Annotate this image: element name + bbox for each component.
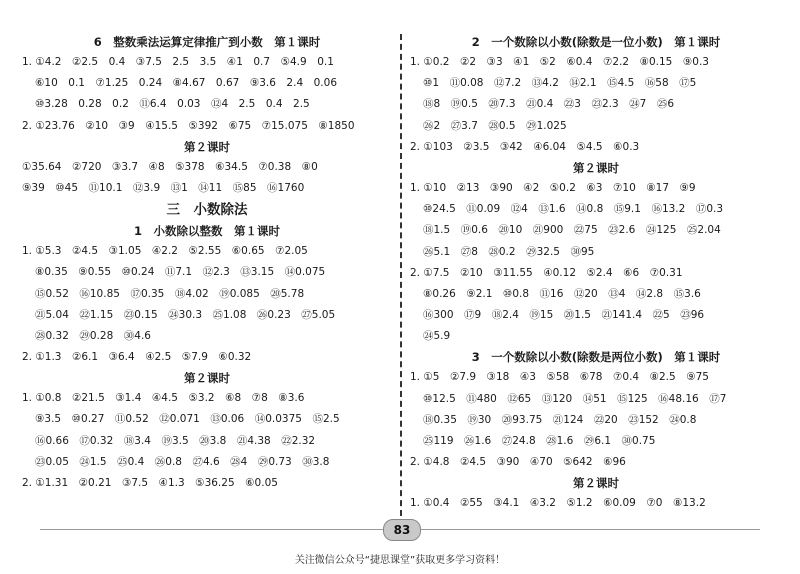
page-number: 83 xyxy=(383,519,421,541)
answer-line: ⑱1.5 ⑲0.6 ⑳10 ㉑900 ㉒75 ㉓2.6 ㉔125 ㉕2.04 xyxy=(423,224,721,237)
section-title: 3 一个数除以小数(除数是两位小数) 第１课时 xyxy=(471,350,721,365)
lesson-title: 第２课时 xyxy=(573,476,619,491)
answer-line: ⑮0.52 ⑯10.85 ⑰0.35 ⑱4.02 ⑲0.085 ⑳5.78 xyxy=(35,287,305,300)
chapter-title: 三 小数除法 xyxy=(166,202,248,219)
section-title: 2 一个数除以小数(除数是一位小数) 第１课时 xyxy=(471,35,721,49)
answer-line: ⑱8 ⑲0.5 ⑳7.3 ㉑0.4 ㉒3 ㉓2.3 ㉔7 ㉕6 xyxy=(423,98,675,111)
answer-line: ⑥10 0.1 ⑦1.25 0.24 ⑧4.67 0.67 ⑨3.6 2.4 0.06 xyxy=(35,77,338,90)
answer-line: ⑨3.5 ⑩0.27 ⑪0.52 ⑫0.071 ⑬0.06 ⑭0.0375 ⑮2.5 xyxy=(35,413,340,426)
answer-line: ㉕119 ㉖1.6 ㉗24.8 ㉘1.6 ㉙6.1 ㉚0.75 xyxy=(423,435,656,447)
section-title: 1 小数除以整数 第１课时 xyxy=(133,224,280,239)
answer-line: ⑧0.26 ⑨2.1 ⑩0.8 ⑪16 ⑫20 ⑬4 ⑭2.8 ⑮3.6 xyxy=(423,287,701,300)
answer-line: ⑱0.35 ⑲30 ⑳93.75 ㉑124 ㉒20 ㉓152 ㉔0.8 xyxy=(423,413,697,426)
answer-line: ㉘0.32 ㉙0.28 ㉚4.6 xyxy=(35,329,151,342)
column-divider xyxy=(400,34,402,516)
answer-line: 1. ①10 ②13 ③90 ④2 ⑤0.2 ⑥3 ⑦10 ⑧17 ⑨9 xyxy=(410,181,696,194)
answer-line: ㉖5.1 ㉗8 ㉘0.2 ㉙32.5 ㉚95 xyxy=(423,245,595,258)
answer-line: 2. ①1.3 ②6.1 ③6.4 ④2.5 ⑤7.9 ⑥0.32 xyxy=(22,351,252,364)
answer-line: 2. ①23.76 ②10 ③9 ④15.5 ⑤392 ⑥75 ⑦15.075 ⑧1850 xyxy=(22,119,355,132)
answer-line: 1. ①0.2 ②2 ③3 ④1 ⑤2 ⑥0.4 ⑦2.2 ⑧0.15 ⑨0.3 xyxy=(410,56,709,68)
answer-line: ㉖2 ㉗3.7 ㉘0.5 ㉙1.025 xyxy=(423,119,567,132)
answer-line: ⑨39 ⑩45 ⑪10.1 ⑫3.9 ⑬1 ⑭11 ⑮85 ⑯1760 xyxy=(22,181,305,194)
answer-line: 1. ①0.8 ②21.5 ③1.4 ④4.5 ⑤3.2 ⑥8 ⑦8 ⑧3.6 xyxy=(22,392,305,405)
answer-line: ⑩24.5 ⑪0.09 ⑫4 ⑬1.6 ⑭0.8 ⑮9.1 ⑯13.2 ⑰0.3 xyxy=(423,203,724,216)
section-title: 6 整数乘法运算定律推广到小数 第１课时 xyxy=(93,35,321,49)
answer-line: 1. ①5 ②7.9 ③18 ④3 ⑤58 ⑥78 ⑦0.4 ⑧2.5 ⑨75 xyxy=(410,371,709,384)
answer-line: 2. ①103 ②3.5 ③42 ④6.04 ⑤4.5 ⑥0.3 xyxy=(410,140,640,153)
answer-line: ⑩12.5 ⑪480 ⑫65 ⑬120 ⑭51 ⑮125 ⑯48.16 ⑰7 xyxy=(423,392,727,405)
right-column xyxy=(410,32,782,515)
lesson-title: 第２课时 xyxy=(184,139,230,154)
answer-line: ①35.64 ②720 ③3.7 ④8 ⑤378 ⑥34.5 ⑦0.38 ⑧0 xyxy=(22,160,318,173)
answer-line: ⑧0.35 ⑨0.55 ⑩0.24 ⑪7.1 ⑫2.3 ⑬3.15 ⑭0.075 xyxy=(35,266,326,279)
answer-line: ㉔5.9 xyxy=(423,330,451,343)
answer-line: 2. ①4.8 ②4.5 ③90 ④70 ⑤642 ⑥96 xyxy=(410,456,626,469)
answer-line: ⑩3.28 0.28 0.2 ⑪6.4 0.03 ⑫4 2.5 0.4 2.5 xyxy=(35,98,310,111)
footer-note: 关注微信公众号“捷思课堂”获取更多学习资料！ xyxy=(294,555,506,566)
answer-line: 1. ①0.4 ②55 ③4.1 ④3.2 ⑤1.2 ⑥0.09 ⑦0 ⑧13.2 xyxy=(410,497,706,510)
lesson-title: 第２课时 xyxy=(184,371,230,386)
answer-line: ㉓0.05 ㉔1.5 ㉕0.4 ㉖0.8 ㉗4.6 ㉘4 ㉙0.73 ㉚3.8 xyxy=(35,455,330,468)
answer-line: 1. ①4.2 ②2.5 0.4 ③7.5 2.5 3.5 ④1 0.7 ⑤4.9 0.1 xyxy=(22,56,334,68)
answer-line: ㉑5.04 ㉒1.15 ㉓0.15 ㉔30.3 ㉕1.08 ㉖0.23 ㉗5.05 xyxy=(35,308,336,321)
answer-line: 2. ①1.31 ②0.21 ③7.5 ④1.3 ⑤36.25 ⑥0.05 xyxy=(22,477,278,489)
answer-line: 1. ①5.3 ②4.5 ③1.05 ④2.2 ⑤2.55 ⑥0.65 ⑦2.05 xyxy=(22,245,308,258)
answer-line: ⑩1 ⑪0.08 ⑫7.2 ⑬4.2 ⑭2.1 ⑮4.5 ⑯58 ⑰5 xyxy=(423,77,697,90)
left-column xyxy=(22,32,392,494)
answer-line: ⑯0.66 ⑰0.32 ⑱3.4 ⑲3.5 ⑳3.8 ㉑4.38 ㉒2.32 xyxy=(35,434,316,447)
lesson-title: 第２课时 xyxy=(573,160,619,175)
answer-line: ⑯300 ⑰9 ⑱2.4 ⑲15 ⑳1.5 ㉑141.4 ㉒5 ㉓96 xyxy=(423,309,705,322)
answer-line: 2. ①7.5 ②10 ③11.55 ④0.12 ⑤2.4 ⑥6 ⑦0.31 xyxy=(410,266,683,279)
